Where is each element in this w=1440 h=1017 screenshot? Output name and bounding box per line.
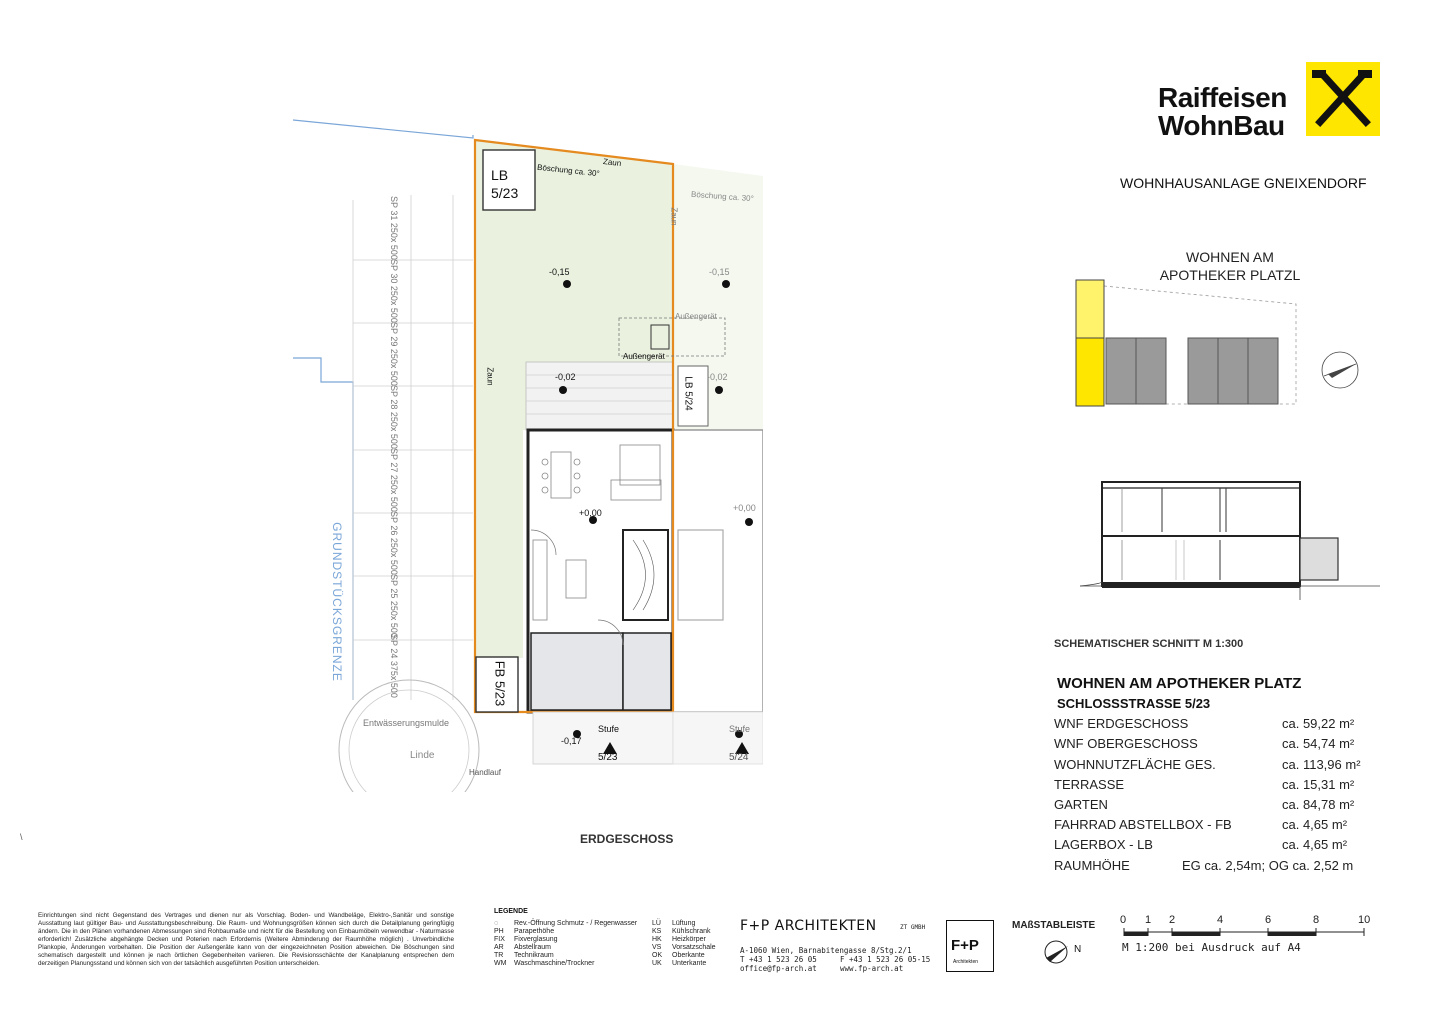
area-row	[1054, 837, 1374, 857]
north-label: N	[1074, 944, 1082, 955]
section-svg	[1080, 470, 1380, 610]
legend-text: Kühlschrank	[672, 928, 711, 935]
legend-item	[494, 928, 554, 936]
keyplan-title-line1: WOHNEN AM	[1186, 249, 1274, 265]
scale-label: MAßSTABLEISTE	[1012, 920, 1096, 931]
legend-abbr: WM	[494, 960, 507, 967]
area-value: ca. 84,78 m²	[1282, 797, 1355, 812]
area-label: GARTEN	[1054, 797, 1108, 812]
architect-fax: F +43 1 523 26 05-15	[840, 955, 931, 964]
legend-item	[652, 936, 706, 944]
architect-block	[740, 918, 940, 978]
slope-label: Böschung ca. 30°	[536, 162, 601, 179]
area-row	[1054, 757, 1374, 777]
gable-cross-icon	[1306, 62, 1380, 136]
legend-text: Fixverglasung	[514, 936, 558, 943]
parking-spot-id: SP 30	[389, 259, 399, 284]
legend-text: Parapethöhe	[514, 928, 555, 935]
parking-spot-size: 250x 500	[389, 600, 399, 638]
area-value: ca. 113,96 m²	[1282, 757, 1361, 772]
fence-label-right: Zaun	[669, 207, 679, 226]
step-label-neighbour: Stufe	[729, 724, 751, 734]
scale-tick: 6	[1265, 914, 1272, 926]
architect-logo	[946, 920, 994, 972]
step-label: Stufe	[598, 724, 620, 734]
floor-label: ERDGESCHOSS	[580, 832, 674, 846]
parking-spot	[389, 448, 399, 518]
fence-label-left: Zaun	[485, 367, 495, 386]
section-title: SCHEMATISCHER SCHNITT M 1:300	[1054, 638, 1244, 650]
legend-abbr: TR	[494, 952, 504, 959]
legend-text: Abstellraum	[514, 944, 551, 951]
scale-tick: 2	[1169, 914, 1176, 926]
outdoor-unit-label: Außengerät	[623, 352, 665, 361]
drainage-label: Entwässerungsmulde	[363, 718, 450, 728]
parking-spot	[389, 511, 399, 581]
parking-spot-id: SP 31	[389, 196, 399, 221]
area-row	[1054, 716, 1374, 736]
storage-box-lb-label-line2: 5/23	[491, 185, 519, 201]
parking-spot-id: SP 25	[389, 574, 399, 599]
area-row	[1054, 777, 1374, 797]
architect-logo-text: F+P	[951, 937, 979, 954]
architect-tel: T +43 1 523 26 05	[740, 955, 817, 964]
legend-abbr: LÜ	[652, 920, 661, 927]
legend-item	[652, 920, 695, 928]
storage-box-lb-label	[491, 166, 518, 202]
scale-bar	[1120, 914, 1371, 940]
parking-list	[359, 196, 409, 704]
parking-spot-size: 250x 500	[389, 348, 399, 386]
area-label: WNF OBERGESCHOSS	[1054, 736, 1198, 751]
parking-spot	[389, 634, 399, 704]
architect-address: A-1060 Wien, Barnabitengasse 8/Stg.2/1	[740, 946, 912, 955]
parking-spot	[389, 259, 399, 329]
scale-tick: 8	[1313, 914, 1320, 926]
section-drawing	[1080, 470, 1380, 610]
corner-mark: \	[20, 832, 23, 842]
legend-text: Lüftung	[672, 920, 696, 927]
parking-spot-size: 250x 500	[389, 474, 399, 512]
legend	[494, 908, 726, 978]
architect-logo-sub: Architekten	[953, 959, 979, 965]
project-name: WOHNHAUSANLAGE GNEIXENDORF	[1120, 175, 1367, 191]
legend-item	[494, 952, 554, 960]
legend-item	[494, 944, 551, 952]
bike-box-label: FB 5/23	[492, 660, 508, 707]
unit-label: 5/23	[598, 752, 618, 763]
parking-spot-size: 250x 500	[389, 285, 399, 323]
area-value: ca. 15,31 m²	[1282, 777, 1355, 792]
legend-text: Unterkante	[672, 960, 707, 967]
legend-text: Heizkörper	[672, 936, 706, 943]
company-logo	[1158, 62, 1380, 141]
area-label: WNF ERDGESCHOSS	[1054, 716, 1189, 731]
architect-email: office@fp-arch.at	[740, 964, 817, 973]
legend-abbr: PH	[494, 928, 504, 935]
legend-item	[652, 952, 705, 960]
apartment-address: SCHLOSSSTRASSE 5/23	[1057, 696, 1211, 711]
storage-box-neighbour-label: LB 5/24	[682, 376, 694, 411]
scale-tick: 1	[1145, 914, 1152, 926]
property-boundary-label: GRUNDSTÜCKSGRENZE	[329, 522, 344, 682]
parking-spot-id: SP 28	[389, 385, 399, 410]
parking-spot	[389, 385, 399, 455]
terrace	[526, 362, 673, 430]
room-height-row	[1054, 858, 1384, 878]
area-row	[1054, 817, 1374, 837]
terrace-level: -0,02	[555, 372, 576, 382]
parking-spot-id: SP 29	[389, 322, 399, 347]
storage-box-lb-label-line1: LB	[491, 167, 509, 183]
area-value: ca. 54,74 m²	[1282, 736, 1355, 751]
area-value: ca. 59,22 m²	[1282, 716, 1355, 731]
legend-abbr: KS	[652, 928, 662, 935]
architect-name: F+P ARCHITEKTEN	[740, 918, 877, 934]
legend-title: LEGENDE	[494, 908, 528, 915]
area-label: TERRASSE	[1054, 777, 1125, 792]
area-label: WOHNNUTZFLÄCHE GES.	[1054, 757, 1216, 772]
unit-label-neighbour: 5/24	[729, 752, 749, 763]
architect-web: www.fp-arch.at	[840, 964, 904, 973]
scale-tick: 10	[1358, 914, 1371, 926]
raiffeisen-gable-icon	[1306, 62, 1380, 136]
legend-abbr: OK	[652, 952, 663, 959]
garden-level: -0,15	[549, 267, 570, 277]
keyplan-title-line2: APOTHEKER PLATZL	[1159, 267, 1301, 283]
area-row	[1054, 797, 1374, 817]
legend-abbr: AR	[494, 944, 504, 951]
scale-caption: M 1:200 bei Ausdruck auf A4	[1122, 941, 1301, 954]
legend-abbr: FIX	[494, 936, 505, 943]
legend-item	[652, 928, 711, 936]
parking-spot-size: 250x 500	[389, 222, 399, 260]
scale-bar-svg	[1120, 918, 1370, 940]
handrail-label: Handlauf	[469, 768, 502, 777]
legend-abbr: HK	[652, 936, 662, 943]
slope-label-neighbour: Böschung ca. 30°	[690, 189, 755, 204]
legend-text: Technikraum	[514, 952, 554, 959]
legend-item	[494, 936, 558, 944]
parking-spot	[389, 322, 399, 392]
parking-spot-id: SP 26	[389, 511, 399, 536]
keyplan-drawing	[1070, 278, 1370, 408]
fence-label-top: Zaun	[602, 156, 622, 169]
area-value: ca. 4,65 m²	[1282, 837, 1348, 852]
outdoor-unit-label-neighbour: Außengerät	[675, 312, 717, 321]
room-height-value: EG ca. 2,54m; OG ca. 2,52 m	[1182, 858, 1354, 873]
tree-label: Linde	[410, 750, 435, 761]
area-row	[1054, 736, 1374, 756]
area-label: LAGERBOX - LB	[1054, 837, 1153, 852]
legend-text: Rev.-Öffnung Schmutz - / Regenwasser	[514, 920, 638, 927]
legend-abbr: VS	[652, 944, 662, 951]
entry-level: -0,17	[561, 736, 582, 746]
legend-item	[652, 960, 706, 968]
legend-text: Oberkante	[672, 952, 705, 959]
area-value: ca. 4,65 m²	[1282, 817, 1348, 832]
legend-abbr: UK	[652, 960, 662, 967]
apartment-title: WOHNEN AM APOTHEKER PLATZ	[1057, 675, 1302, 692]
parking-spot	[389, 196, 399, 266]
inside-level-neighbour: +0,00	[733, 503, 756, 513]
parking-spot-size: 375x 500	[389, 660, 399, 698]
floor-plan	[293, 100, 763, 792]
logo-line1: Raiffeisen	[1158, 82, 1287, 113]
inside-level: +0,00	[579, 508, 602, 518]
logo-line2: WohnBau	[1158, 110, 1285, 141]
parking-spot-size: 250x 500	[389, 411, 399, 449]
parking-spot-size: 250x 500	[389, 537, 399, 575]
scale-tick: 4	[1217, 914, 1224, 926]
room-height-label: RAUMHÖHE	[1054, 858, 1130, 873]
scale-tick: 0	[1120, 914, 1127, 926]
legend-item	[494, 960, 594, 968]
terrace-level-neighbour: -0,02	[707, 372, 728, 382]
legend-item	[652, 944, 716, 952]
garden-level-neighbour: -0,15	[709, 267, 730, 277]
disclaimer-text: Einrichtungen sind nicht Gegenstand des Vertrages und dienen nur als Vorschlag. Boden- und Wandbeläge, Elektro-,Sanitär und sonstige Ausstattung laut gültiger Bau- und Ausstattungsbeschreibung. Die Raum- und Wohnungsgrößen können sich durch die Detailplanung geringfügig ändern. Die in den Plänen vorhandenen Abmessungen sind Rohbaumaße und nicht für die Bestellung von Einbaumöbeln verwendbar - Naturmasse erforderlich! Zusätzliche abgehängte Decken und Poterien nach Erfordernis (Weitere Abminderung der Raumhöhe möglich) . Unverbindliche Plankopie, Änderungen vorbehalten. Die Position der Außengeräte kann von der eingezeichneten Position abweichen. Die Böschungen sind schematisch dargestellt und können je nach örtlichen Gegebenheiten variieren. Die Revisionsschächte der Kanalplanung entsprechen dem derzeitigen Planungsstand und können sich von der tatsächlich ausgeführten Position unterscheiden.	[38, 912, 454, 967]
legend-text: Waschmaschine/Trockner	[514, 960, 595, 967]
keyplan	[1070, 278, 1370, 408]
parking-spot-id: SP 24	[389, 634, 399, 659]
area-label: FAHRRAD ABSTELLBOX - FB	[1054, 817, 1232, 832]
legend-item	[494, 920, 637, 928]
architect-suffix: ZT GMBH	[900, 924, 926, 931]
parking-spot-id: SP 27	[389, 448, 399, 473]
inspection-opening-icon: ◌	[494, 920, 499, 927]
legend-text: Vorsatzschale	[672, 944, 716, 951]
